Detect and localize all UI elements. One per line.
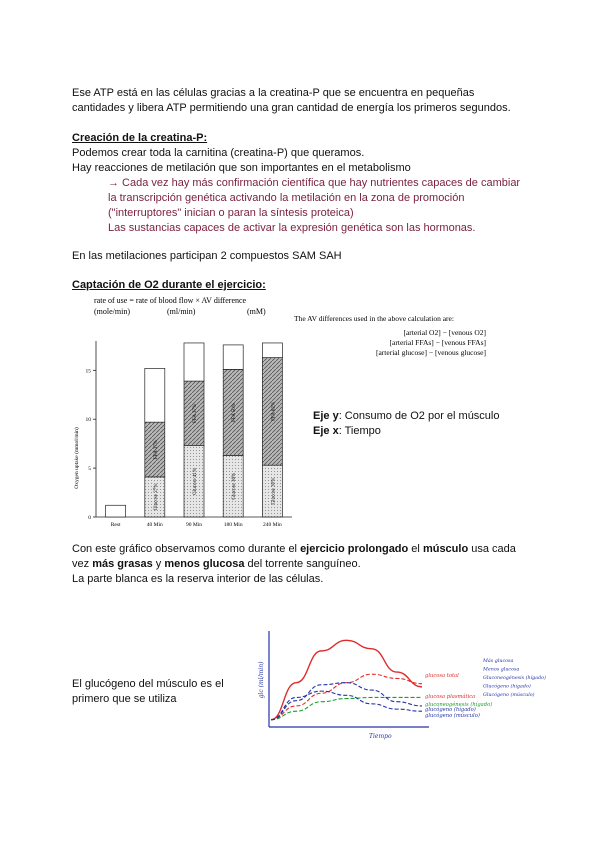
y-tick-label: 0 — [88, 515, 91, 521]
line-end-label: glucógeno (músculo) — [425, 713, 480, 719]
legend-entry: Menos glucosa — [483, 667, 520, 673]
x-tick-label: 90 Min — [185, 522, 203, 528]
bar-label-ffa: FFA 37% — [153, 440, 159, 460]
section-heading-creatina: Creación de la creatina-P: — [72, 132, 208, 144]
formula-unit-2: (ml/min) — [167, 307, 196, 316]
x-tick-label: Rest — [110, 522, 121, 528]
bar-label-glucose: Glucose 36% — [232, 472, 238, 500]
bar-segment — [184, 343, 204, 381]
intro-line-2: cantidades y libera ATP permitiendo una gran cantidad de energía los primeros segundos. — [72, 102, 511, 114]
bar-label-glucose: Glucose 27% — [153, 483, 159, 511]
lines-group — [271, 640, 422, 719]
x-tick-label: 40 Min — [146, 522, 163, 528]
explanation-line-1: Con este gráfico observamos como durante el ejercicio prolongado el músculo usa cada — [72, 543, 516, 555]
x-tick-label: 240 Min — [263, 522, 282, 528]
axis-note-y: Eje y: Consumo de O2 por el músculo — [313, 410, 500, 422]
explanation-line-3: La parte blanca es la reserva interior de las células. — [72, 573, 324, 585]
x-tick-label: 180 Min — [223, 522, 243, 528]
fig2-y-label: glc (ml/min) — [258, 661, 265, 699]
legend-entry: Más glucosa — [483, 659, 514, 664]
legend-entry: Gluconeogénesis (hígado) — [483, 676, 546, 681]
closing-line-2: primero que se utiliza — [72, 693, 177, 705]
axis-note-x: Eje x: Tiempo — [313, 425, 381, 437]
bar-segment — [145, 368, 165, 422]
section1-line-3: En las metilaciones participan 2 compuestos SAM SAH — [72, 250, 342, 262]
section1-indent-3: ("interruptores" inician o paran la síntesis proteica) — [108, 207, 354, 219]
line-end-label: glucosa plasmática — [425, 694, 476, 700]
av-title: The AV differences used in the above calculation are: — [294, 314, 454, 323]
intro-line-1: Ese ATP está en las células gracias a la creatina-P que se encuentra en pequeñas — [72, 87, 475, 99]
figure-glucose-lines — [254, 625, 554, 747]
formula-unit-1: (mole/min) — [94, 307, 130, 316]
bars-group — [86, 341, 293, 528]
y-tick-label: 10 — [85, 417, 91, 424]
section1-indent-1: → Cada vez hay más confirmación científica que hay nutrientes capaces de cambiar — [108, 177, 521, 189]
series-line — [271, 640, 422, 719]
bar-segment — [262, 343, 282, 358]
y-tick-label: 5 — [88, 466, 91, 473]
legend-entry: Glucógeno (músculo) — [483, 693, 535, 698]
formula-unit-3: (mM) — [247, 307, 266, 316]
series-line — [271, 683, 422, 720]
section1-indent-2: la transcripción genética activando la metilación en la zona de promoción — [108, 192, 465, 204]
y-tick-label: 15 — [85, 368, 91, 375]
explanation-line-2: vez más grasas y menos glucosa del torrente sanguíneo. — [72, 558, 361, 570]
legend-entry: Glucógeno (hígado) — [483, 684, 531, 690]
bar-segment — [223, 345, 243, 369]
bar-label-ffa: FFA 62% — [271, 401, 277, 421]
av-line-1: [arterial O2] − [venous O2] — [403, 328, 486, 337]
av-line-2: [arterial FFAs] − [venous FFAs] — [389, 338, 486, 347]
legend-group — [482, 657, 546, 698]
closing-line-1: El glucógeno del músculo es el — [72, 678, 224, 690]
section1-indent-4: Las sustancias capaces de activar la expresión genética son las hormonas. — [108, 222, 476, 234]
bar-label-ffa: FFA 37% — [193, 403, 198, 423]
bar-segment — [106, 505, 126, 517]
bar-label-ffa: FFA 50% — [232, 402, 238, 422]
bar-label-glucose: Glucose 30% — [271, 477, 277, 505]
series-line — [271, 691, 422, 720]
line-end-label: glucógeno (hígado) — [425, 707, 476, 713]
y-axis-label: Oxygen uptake (mmol/min) — [74, 427, 80, 489]
formula-line: rate of use = rate of blood flow × AV difference — [94, 296, 247, 305]
bar-label-glucose: Glucose 41% — [193, 467, 198, 495]
section1-line-1: Podemos crear toda la carnitina (creatina-P) que queramos. — [72, 147, 365, 159]
line-end-label: gluconeogénesis (hígado) — [425, 702, 493, 708]
line-end-label: glucosa total — [425, 673, 459, 679]
section-heading-captacion: Captación de O2 durante el ejercicio: — [72, 279, 266, 291]
fig2-x-label: Tiempo — [369, 733, 392, 740]
section1-line-2: Hay reacciones de metilación que son importantes en el metabolismo — [72, 162, 411, 174]
av-line-3: [arterial glucose] − [venous glucose] — [375, 348, 486, 357]
